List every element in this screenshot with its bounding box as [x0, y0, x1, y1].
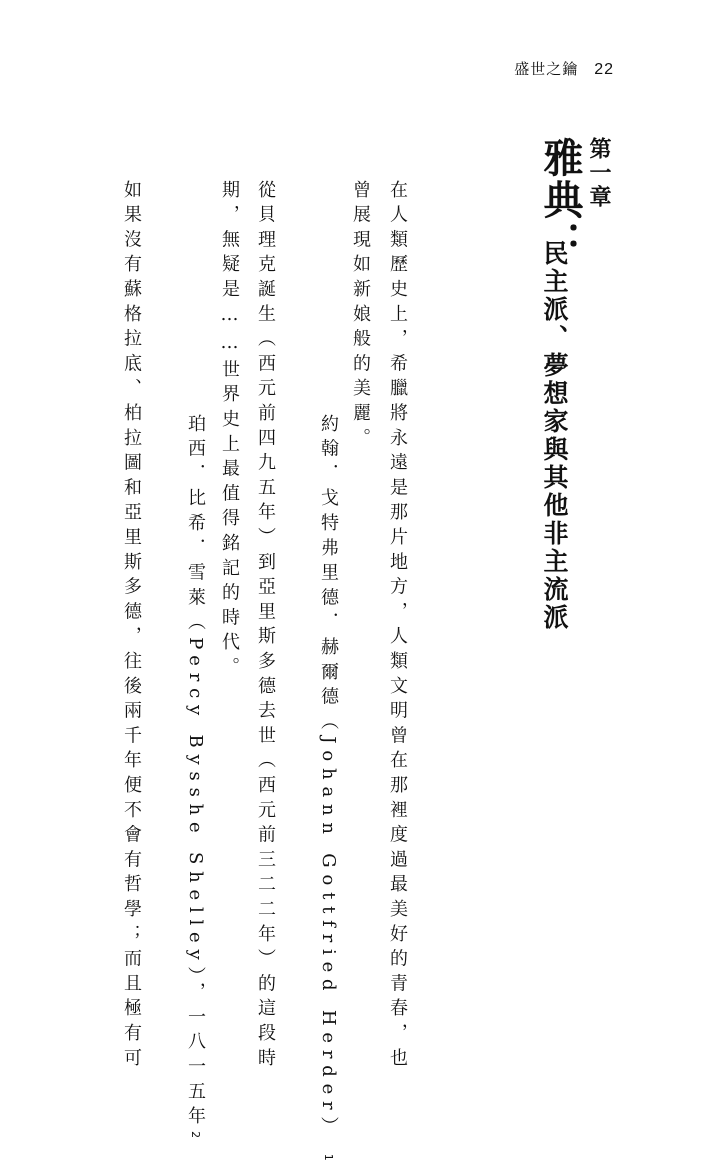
page-number: 22	[594, 61, 614, 78]
epigraph-1-attribution	[315, 414, 341, 1161]
book-title: 盛世之鑰	[514, 60, 579, 78]
attribution-text: 珀西．比希．雪萊（Percy Bysshe Shelley），一八一五年	[185, 414, 206, 1132]
attribution-text: 約翰．戈特弗里德．赫爾德（Johann Gottfried Herder）	[318, 414, 339, 1142]
epigraph-2-line-1: 從貝理克誕生（西元前四九五年）到亞里斯多德去世（西元前三二二年）的這段時	[255, 180, 276, 1073]
body-paragraph-line-1: 如果沒有蘇格拉底、柏拉圖和亞里斯多德，往後兩千年便不會有哲學；而且極有可	[121, 180, 142, 1073]
running-header	[514, 58, 614, 79]
epigraph-2-attribution	[182, 414, 208, 1138]
epigraph-1-line-2: 曾展現如新娘般的美麗。	[350, 180, 371, 453]
footnote-marker-2: 2	[189, 1131, 202, 1139]
chapter-title: 雅典：	[537, 137, 584, 263]
footnote-marker-1: 1	[322, 1153, 335, 1161]
chapter-number: 第一章	[586, 137, 612, 209]
chapter-subtitle: 民主派、夢想家與其他非主流派	[540, 240, 569, 632]
epigraph-2-line-2: 期，無疑是……世界史上最值得銘記的時代。	[219, 180, 240, 682]
epigraph-1-line-1: 在人類歷史上，希臘將永遠是那片地方，人類文明曾在那裡度過最美好的青春，也	[387, 180, 408, 1073]
